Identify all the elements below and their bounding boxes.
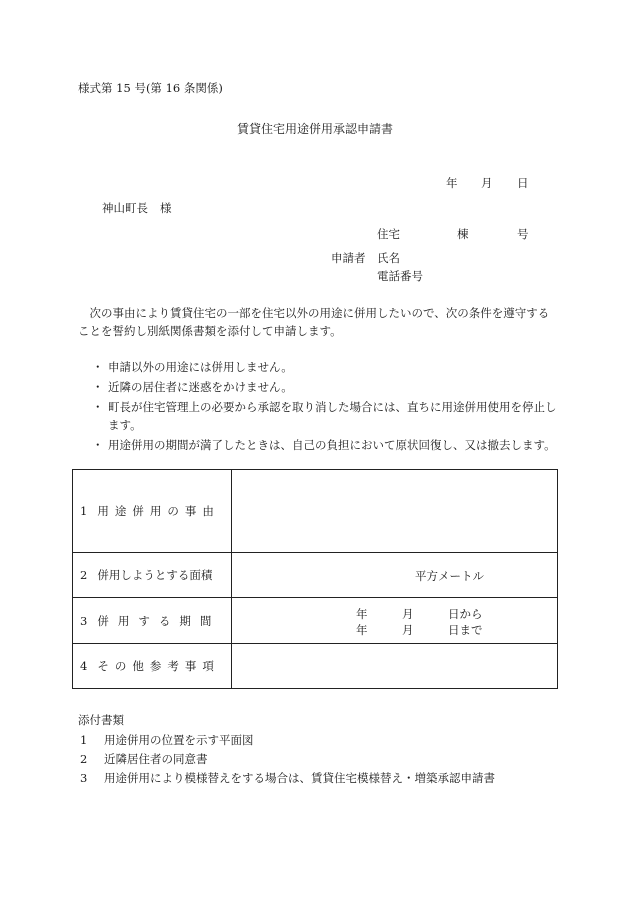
condition-text: 近隣の居住者に迷惑をかけません。 xyxy=(108,380,293,394)
condition-item xyxy=(78,398,563,434)
attachments-list xyxy=(78,731,495,788)
date-month-label: 月 xyxy=(481,176,493,190)
period-to-year: 年 xyxy=(356,623,368,637)
application-table xyxy=(72,469,558,689)
row-number: 4 xyxy=(80,659,88,673)
attachment-number: 3 xyxy=(80,771,88,785)
attachment-text: 用途併用により模様替えをする場合は、賃貸住宅模様替え・増築承認申請書 xyxy=(104,771,495,785)
applicant-label: 申請者 xyxy=(331,251,366,265)
bullet-icon: ・ xyxy=(92,380,104,394)
period-from-month: 月 xyxy=(402,607,414,621)
period-from-year: 年 xyxy=(356,607,368,621)
row-label: 併用する期間 xyxy=(97,613,221,628)
building-unit-label: 棟 xyxy=(457,227,469,241)
attachment-text: 用途併用の位置を示す平面図 xyxy=(104,733,254,747)
row-label: 用途併用の事由 xyxy=(97,504,220,518)
name-label: 氏名 xyxy=(377,251,400,265)
area-label-cell xyxy=(73,553,232,598)
condition-item xyxy=(78,358,563,376)
form-number: 様式第 15 号(第 16 条関係) xyxy=(78,81,223,95)
row-number: 3 xyxy=(80,613,88,628)
attachments-title: 添付書類 xyxy=(78,713,124,727)
attachment-item xyxy=(78,731,495,750)
row-label: 併用しようとする面積 xyxy=(97,568,213,582)
period-to-line xyxy=(232,622,557,636)
bullet-icon: ・ xyxy=(92,438,104,452)
row-label: その他参考事項 xyxy=(97,659,220,673)
condition-text: 申請以外の用途には併用しません。 xyxy=(108,360,293,374)
table-row xyxy=(73,470,558,553)
period-label-cell xyxy=(73,598,232,644)
row-number: 2 xyxy=(80,568,88,582)
period-input-cell[interactable] xyxy=(232,598,558,644)
date-year-label: 年 xyxy=(446,176,458,190)
addressee xyxy=(102,200,172,216)
date-day-label: 日 xyxy=(517,176,529,190)
conditions-list xyxy=(78,358,563,456)
attachment-text: 近隣居住者の同意書 xyxy=(104,752,208,766)
reason-label-cell xyxy=(73,470,232,553)
condition-text: 用途併用の期間が満了したときは、自己の負担において原状回復し、又は撤去します。 xyxy=(108,438,556,452)
addressee-honorific: 様 xyxy=(160,201,172,215)
row-number: 1 xyxy=(80,504,88,518)
phone-label: 電話番号 xyxy=(377,269,423,283)
period-from-day: 日から xyxy=(448,607,483,621)
condition-text: 町長が住宅管理上の必要から承認を取り消した場合には、直ちに用途併用使用を停止します。 xyxy=(108,400,557,432)
period-to-month: 月 xyxy=(402,623,414,637)
attachment-number: 1 xyxy=(80,733,88,747)
attachment-item xyxy=(78,750,495,769)
area-input-cell[interactable] xyxy=(232,553,558,598)
reason-input-cell[interactable] xyxy=(232,470,558,553)
attachment-item xyxy=(78,769,495,788)
address-label: 住宅 xyxy=(377,227,400,241)
intro-paragraph: 次の事由により賃貸住宅の一部を住宅以外の用途に併用したいので、次の条件を遵守することを誓約し別紙関係書類を添付して申請します。 xyxy=(78,306,550,338)
table-row xyxy=(73,553,558,598)
condition-item xyxy=(78,378,563,396)
period-to-day: 日まで xyxy=(448,623,483,637)
notes-input-cell[interactable] xyxy=(232,644,558,689)
area-unit-label: 平方メートル xyxy=(415,569,484,583)
bullet-icon: ・ xyxy=(92,400,104,414)
attachment-number: 2 xyxy=(80,752,88,766)
period-from-line xyxy=(232,606,557,620)
bullet-icon: ・ xyxy=(92,360,104,374)
table-row xyxy=(73,644,558,689)
document-title: 賃貸住宅用途併用承認申請書 xyxy=(237,122,394,136)
room-number-label: 号 xyxy=(517,227,529,241)
condition-item xyxy=(78,436,563,454)
table-row xyxy=(73,598,558,644)
notes-label-cell xyxy=(73,644,232,689)
addressee-name: 神山町長 xyxy=(102,201,148,215)
